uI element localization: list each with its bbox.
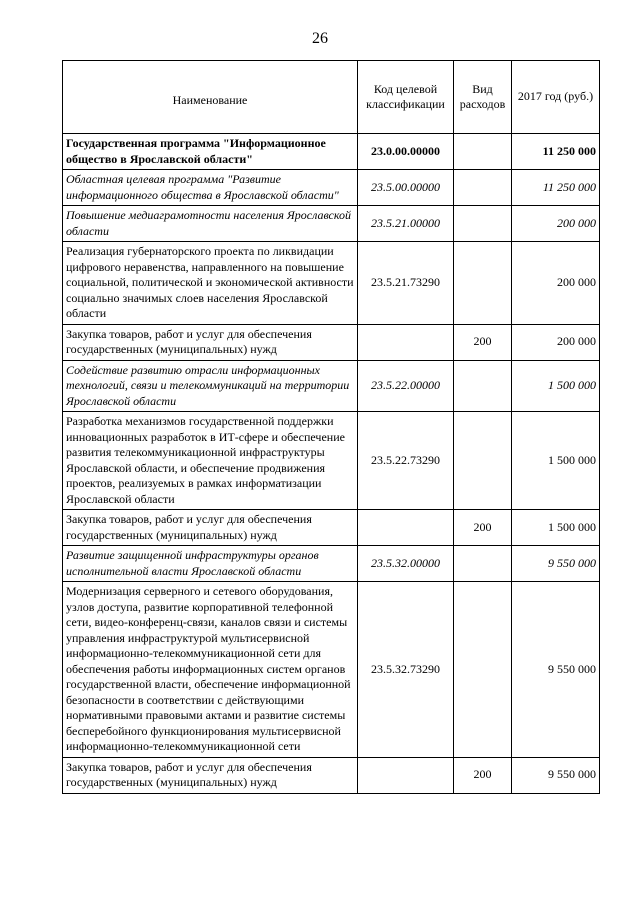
table-row	[63, 757, 600, 793]
cell-amount: 9 550 000	[512, 582, 600, 758]
cell-amount: 1 500 000	[512, 412, 600, 510]
table-row	[63, 582, 600, 758]
cell-name: Модернизация серверного и сетевого оборудования, узлов доступа, развитие корпоративной телефонной сети, видео-конференц-связи, каналов связи и системы управления инфраструктурой мультисервисной информационно-телекоммуникационной сети для обеспечения работы информационных систем органов государственной власти, обеспечение информационной безопасности в соответствии с действующими нормативными правовыми актами и развитие системы бесперебойного функционирования мультисервисной информационно-телекоммуникационной сети	[63, 582, 358, 758]
cell-type	[454, 546, 512, 582]
table-header-row	[63, 61, 600, 134]
cell-type: 200	[454, 324, 512, 360]
cell-type	[454, 170, 512, 206]
page-number: 26	[312, 30, 328, 47]
cell-name: Содействие развитию отрасли информационных технологий, связи и телекоммуникаций на территории Ярославской области	[63, 360, 358, 412]
table-row	[63, 546, 600, 582]
cell-amount: 1 500 000	[512, 510, 600, 546]
table-row	[63, 510, 600, 546]
cell-name: Развитие защищенной инфраструктуры органов исполнительной власти Ярославской области	[63, 546, 358, 582]
cell-code: 23.5.22.73290	[358, 412, 454, 510]
cell-amount: 200 000	[512, 206, 600, 242]
table-row	[63, 412, 600, 510]
table-row	[63, 360, 600, 412]
table-row	[63, 242, 600, 325]
cell-type	[454, 582, 512, 758]
cell-code: 23.0.00.00000	[358, 134, 454, 170]
header-name: Наименование	[63, 61, 358, 134]
cell-amount: 11 250 000	[512, 134, 600, 170]
cell-name: Государственная программа "Информационное общество в Ярославской области"	[63, 134, 358, 170]
cell-code	[358, 757, 454, 793]
cell-name: Реализация губернаторского проекта по ликвидации цифрового неравенства, направленного на повышение социальной, политической и экономической активности социально значимых слоев населения Ярославской области	[63, 242, 358, 325]
cell-name: Закупка товаров, работ и услуг для обеспечения государственных (муниципальных) нужд	[63, 757, 358, 793]
cell-type: 200	[454, 757, 512, 793]
header-type: Вид расходов	[454, 61, 512, 134]
cell-code: 23.5.32.73290	[358, 582, 454, 758]
cell-amount: 200 000	[512, 242, 600, 325]
table-body	[63, 134, 600, 794]
cell-code: 23.5.21.00000	[358, 206, 454, 242]
cell-name: Закупка товаров, работ и услуг для обеспечения государственных (муниципальных) нужд	[63, 510, 358, 546]
cell-name: Закупка товаров, работ и услуг для обеспечения государственных (муниципальных) нужд	[63, 324, 358, 360]
cell-type: 200	[454, 510, 512, 546]
table-row	[63, 170, 600, 206]
cell-code: 23.5.32.00000	[358, 546, 454, 582]
table-row	[63, 134, 600, 170]
cell-amount: 9 550 000	[512, 757, 600, 793]
cell-code	[358, 324, 454, 360]
cell-type	[454, 242, 512, 325]
cell-type	[454, 206, 512, 242]
cell-type	[454, 360, 512, 412]
cell-amount: 1 500 000	[512, 360, 600, 412]
cell-code: 23.5.00.00000	[358, 170, 454, 206]
cell-name: Областная целевая программа "Развитие информационного общества в Ярославской области"	[63, 170, 358, 206]
cell-code	[358, 510, 454, 546]
header-amount: 2017 год (руб.)	[512, 61, 600, 134]
table-row	[63, 324, 600, 360]
table-row	[63, 206, 600, 242]
cell-amount: 200 000	[512, 324, 600, 360]
header-code: Код целевой классификации	[358, 61, 454, 134]
cell-code: 23.5.22.00000	[358, 360, 454, 412]
cell-type	[454, 412, 512, 510]
cell-name: Разработка механизмов государственной поддержки инновационных разработок в ИТ-сфере и обеспечение развития телекоммуникационной инфраструктуры Ярославской области, и обеспечение продвижения проектов, реализуемых в рамках информатизации Ярославской области	[63, 412, 358, 510]
cell-code: 23.5.21.73290	[358, 242, 454, 325]
cell-type	[454, 134, 512, 170]
cell-amount: 11 250 000	[512, 170, 600, 206]
budget-table	[62, 60, 600, 794]
cell-amount: 9 550 000	[512, 546, 600, 582]
cell-name: Повышение медиаграмотности населения Ярославской области	[63, 206, 358, 242]
